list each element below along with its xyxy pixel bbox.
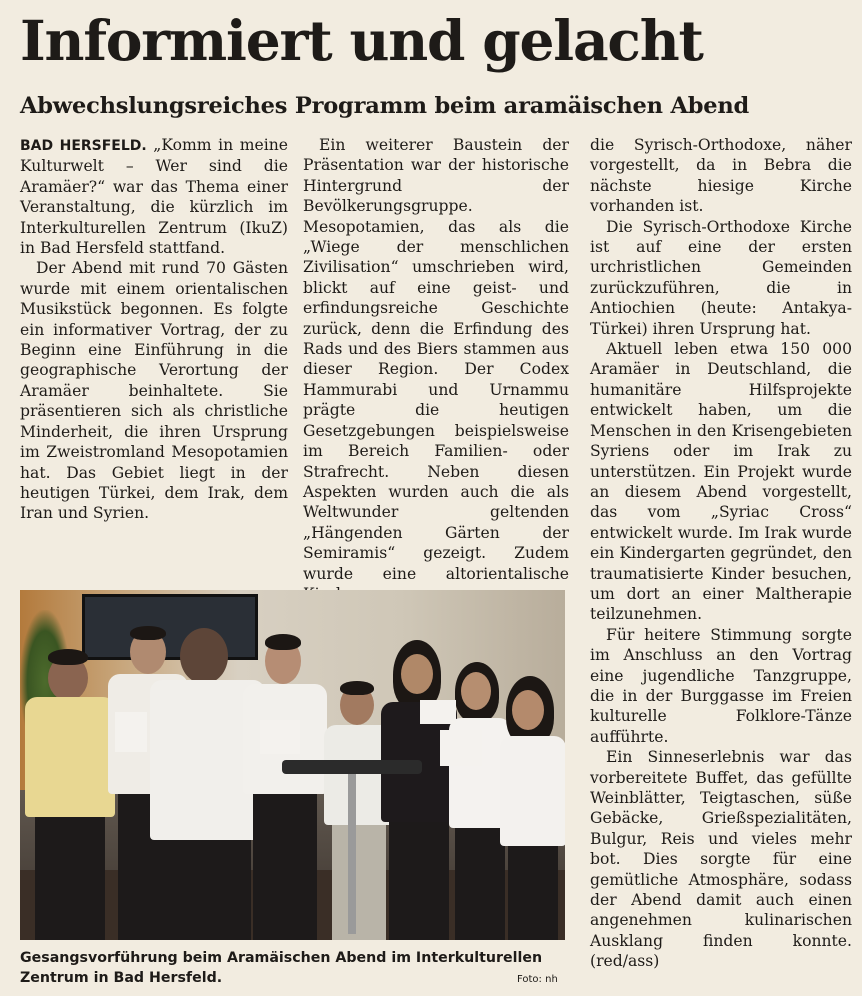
article-column-3 <box>590 135 852 972</box>
photo-sheet-music <box>260 720 300 754</box>
photo-person <box>498 676 565 940</box>
paragraph: die Syrisch-Orthodoxe, näher vorgestellt, da in Bebra die nächste hiesige Kirche vorhanden ist. <box>590 136 852 216</box>
photo-person <box>235 638 330 940</box>
article-column-2 <box>303 135 569 604</box>
dateline: BAD HERSFELD. <box>20 138 147 154</box>
subheadline: Abwechslungsreiches Programm beim aramäischen Abend <box>20 93 750 119</box>
photo-sheet-music <box>420 700 456 724</box>
article-column-1 <box>20 135 288 524</box>
paragraph: Ein weiterer Baustein der Präsentation war der historische Hintergrund der Bevölkerungsgruppe. Mesopotamien, das als die „Wiege der menschlichen Zivilisation“ umschrieben wird, blickt auf eine geist- und erfindungsreiche Geschichte zurück, denn die Erfindung des Rads und des Biers stammen aus dieser Region. Der Codex Hammurabi und Urnammu prägte die heutigen Gesetzgebungen beispielsweise im Bereich Familien- oder Strafrecht. Neben diesen Aspekten wurden auch die als Weltwunder geltenden „Hängenden Gärten der Semiramis“ gezeigt. Zudem wurde eine altorientalische <box>303 136 569 583</box>
photo-credit: Foto: nh <box>517 974 558 985</box>
paragraph: Ein Sinneserlebnis war das vorbereitete Buffet, das gefüllte Weinblätter, Teigtaschen, süße Gebäcke, Grießspezialitäten, Bulgur, Reis und vieles mehr bot. Dies sorgte für eine gemütliche Atmosphäre, sodass der Abend damit auch einen angenehmen kulinarischen Ausklang finden konnte. (red/ass) <box>590 748 852 971</box>
paragraph: Aktuell leben etwa 150 000 Aramäer in Deutschland, die humanitäre Hilfsprojekte entwickelt haben, um die Menschen in den Krisengebieten Syriens oder im Irak zu unterstützen. Ein Projekt wurde an diesem Abend vorgestellt, das vom „Syriac Cross“ entwickelt wurde. Im Irak wurde ein Kindergarten gegründet, den traumatisierte Kinder besuchen, um dort an einer Maltherapie teilzunehmen. <box>590 340 852 624</box>
photo-caption: Gesangsvorführung beim Aramäischen Abend im Interkulturellen Zentrum in Bad Hersfeld. <box>20 950 543 986</box>
paragraph-text: „Komm in meine Kulturwelt – Wer sind die Aramäer?“ war das Thema einer Veranstaltung, die kürzlich im Interkulturellen Zentrum (IkuZ) in Bad Hersfeld stattfand. <box>20 136 288 258</box>
paragraph <box>20 135 288 258</box>
choir-photo <box>20 590 565 940</box>
photo-sheet-music <box>440 730 482 766</box>
photo-sheet-music <box>115 712 147 752</box>
headline: Informiert und gelacht <box>20 8 703 73</box>
paragraph: Der Abend mit rund 70 Gästen wurde mit einem orientalischen Musikstück begonnen. Es folgte ein informativer Vortrag, der zu Beginn eine Einführung in die geographische Verortung der Aramäer beinhaltete. Sie präsentieren sich als christliche Minderheit, die ihren Ursprung im Zweistromland Mesopotamien hat. Das Gebiet liegt in der heutigen Türkei, dem Irak, dem Iran und Syrien. <box>20 259 288 523</box>
photo-music-stand-pole <box>348 774 356 934</box>
photo-music-stand <box>282 760 422 774</box>
paragraph: Für heitere Stimmung sorgte im Anschluss an den Vortrag eine jugendliche Tanzgruppe, die in der Burggasse im Freien kulturelle Folklore-Tänze aufführte. <box>590 625 852 746</box>
paragraph: Die Syrisch-Orthodoxe Kirche ist auf eine der ersten urchristlichen Gemeinden zurückzuführen, die in Antiochien (heute: Antakya-Türkei) ihren Ursprung hat. <box>590 217 852 338</box>
